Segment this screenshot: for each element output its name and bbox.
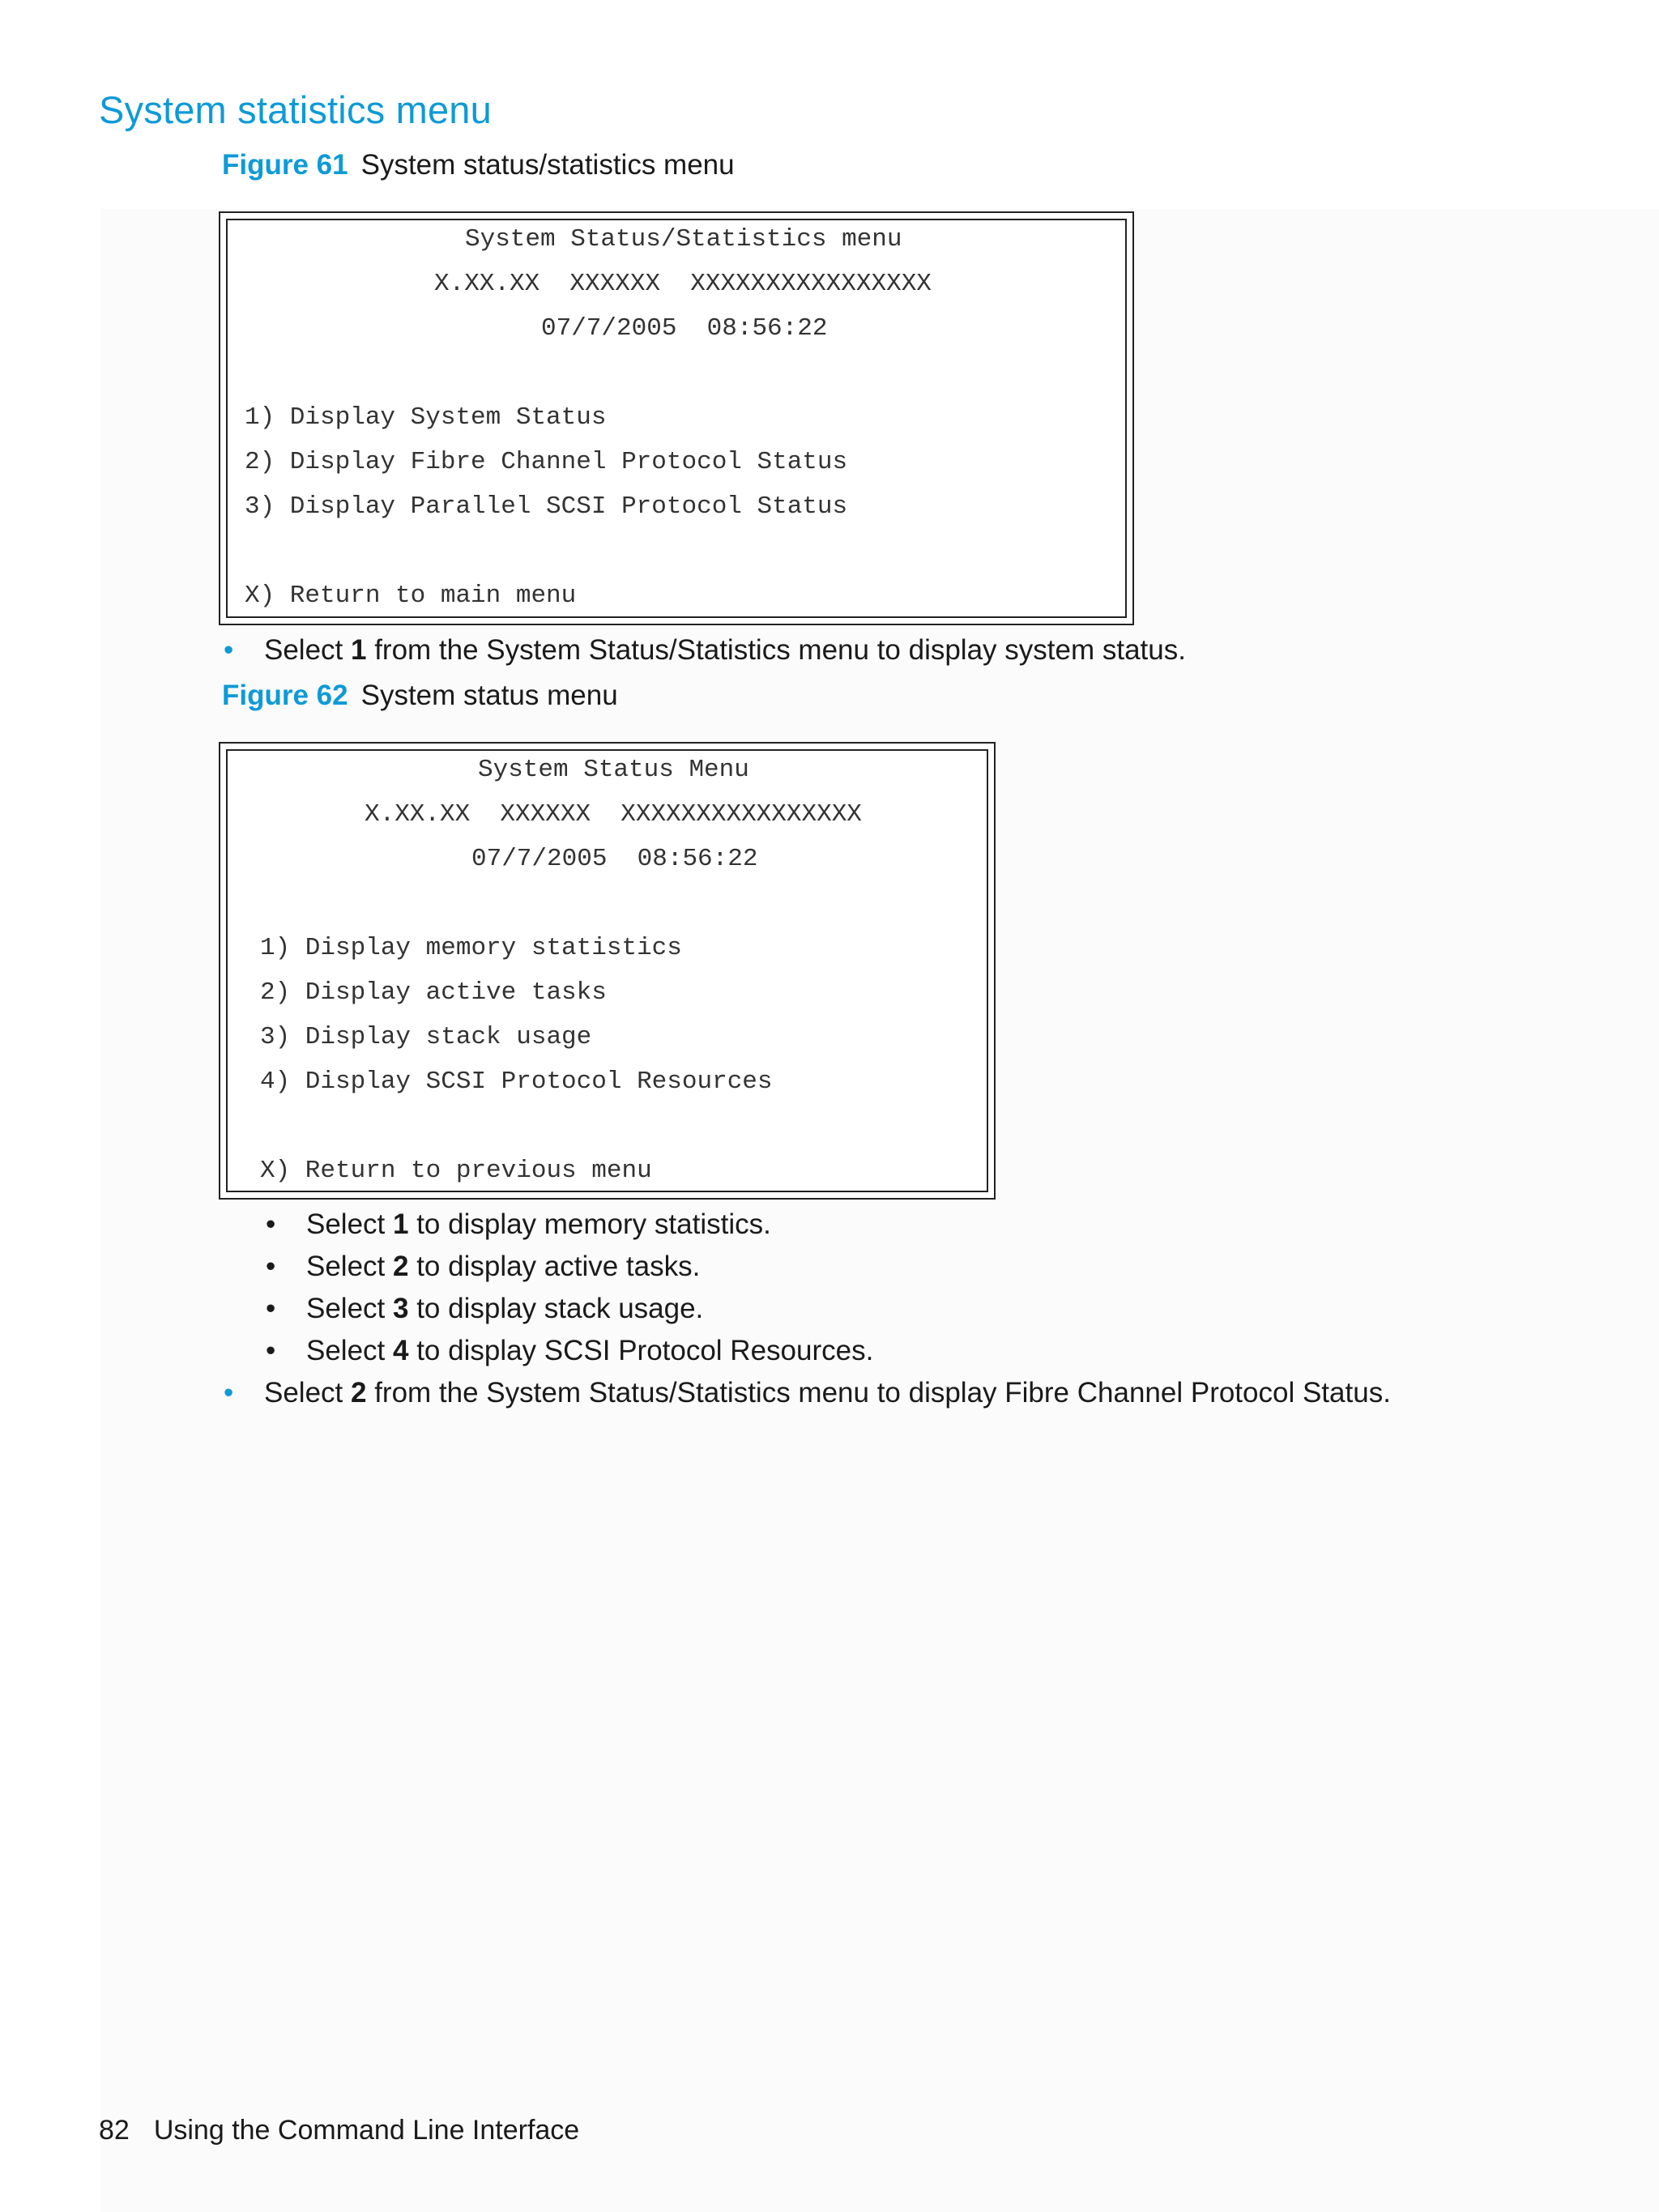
menu-option-3: 3) Display Parallel SCSI Protocol Status <box>245 492 848 521</box>
figure-61-caption-text: System status/statistics menu <box>360 149 735 181</box>
figure-61-label: Figure 61 <box>222 149 348 181</box>
bullet-icon: • <box>266 1335 276 1366</box>
sub-bullet-select-2: • Select 2 to display active tasks. <box>266 1251 701 1282</box>
bullet-select-1: • Select 1 from the System Status/Statistics menu to display system status. <box>224 634 1186 666</box>
terminal-version-line: X.XX.XX XXXXXX XXXXXXXXXXXXXXXX <box>434 270 932 298</box>
terminal-datetime: 07/7/2005 08:56:22 <box>541 314 828 343</box>
menu-option-return: X) Return to previous menu <box>260 1157 652 1185</box>
menu-option-return: X) Return to main menu <box>245 582 577 610</box>
menu-option-2: 2) Display active tasks <box>260 978 607 1007</box>
figure-62-label: Figure 62 <box>222 680 348 711</box>
bullet-icon: • <box>224 1377 234 1409</box>
terminal-title: System Status/Statistics menu <box>465 225 902 254</box>
page-footer <box>99 2115 579 2146</box>
menu-option-2: 2) Display Fibre Channel Protocol Status <box>245 448 848 476</box>
terminal-title: System Status Menu <box>478 756 749 784</box>
page-number: 82 <box>99 2115 130 2146</box>
terminal-version-line: X.XX.XX XXXXXX XXXXXXXXXXXXXXXX <box>365 800 862 829</box>
terminal-datetime: 07/7/2005 08:56:22 <box>471 845 758 873</box>
bullet-icon: • <box>266 1251 276 1282</box>
figure-61-caption <box>222 149 735 181</box>
bullet-icon: • <box>224 634 234 666</box>
sub-bullet-select-3: • Select 3 to display stack usage. <box>266 1293 704 1324</box>
menu-option-3: 3) Display stack usage <box>260 1023 592 1051</box>
section-title: System statistics menu <box>99 88 492 131</box>
terminal-screen-status-statistics-menu <box>219 211 1134 625</box>
menu-option-1: 1) Display System Status <box>245 403 607 432</box>
chapter-title: Using the Command Line Interface <box>153 2115 580 2146</box>
menu-option-1: 1) Display memory statistics <box>260 934 682 962</box>
bullet-select-2: • Select 2 from the System Status/Statistics menu to display Fibre Channel Protocol Status. <box>224 1377 1391 1409</box>
menu-option-4: 4) Display SCSI Protocol Resources <box>260 1068 773 1096</box>
sub-bullet-select-4: • Select 4 to display SCSI Protocol Resources. <box>266 1335 874 1366</box>
figure-62-caption <box>222 680 618 712</box>
figure-62-caption-text: System status menu <box>360 680 618 711</box>
bullet-icon: • <box>266 1293 276 1324</box>
terminal-screen-system-status-menu <box>219 742 996 1200</box>
sub-bullet-select-1: • Select 1 to display memory statistics. <box>266 1208 771 1240</box>
bullet-icon: • <box>266 1208 276 1240</box>
